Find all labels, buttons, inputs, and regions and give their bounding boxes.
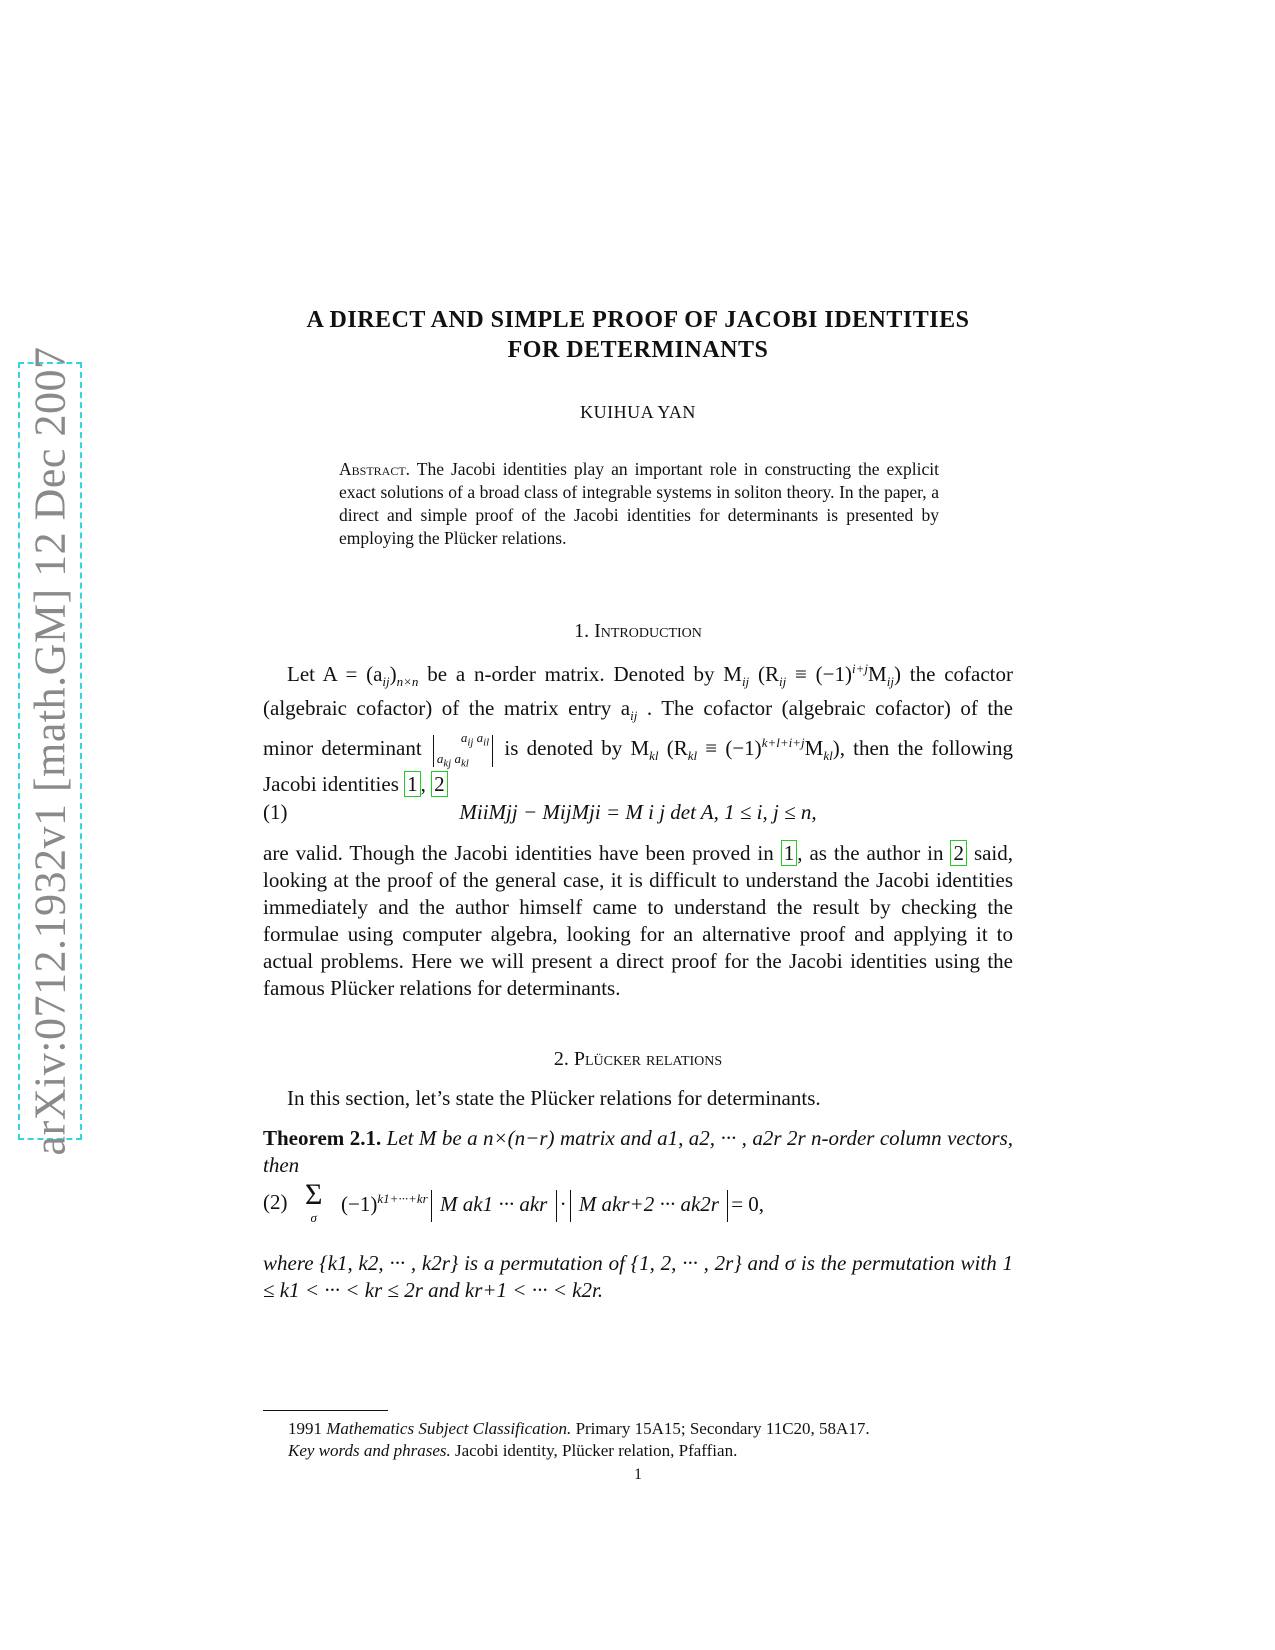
product-dot: · <box>559 1191 567 1216</box>
determinant-bar <box>492 735 493 767</box>
equals-zero: = 0, <box>731 1191 765 1216</box>
text-run: (R <box>757 662 779 686</box>
arxiv-id: arXiv:0712.1932v1 [math.GM] 12 Dec 2007 <box>25 346 75 1156</box>
citation-1-again[interactable]: 1 <box>781 840 798 866</box>
determinant-2: M akr+2 ··· ak2r <box>578 1191 719 1216</box>
msc-label: Mathematics Subject Classification. <box>326 1419 572 1438</box>
section-2-number: 2. <box>553 1048 569 1070</box>
title-line-1: A DIRECT AND SIMPLE PROOF OF JACOBI IDENTITIES <box>306 307 970 333</box>
section-2-intro: In this section, let’s state the Plücker relations for determinants. <box>287 1086 821 1110</box>
sum-symbol: Σ <box>305 1178 323 1211</box>
determinant-bar <box>570 1190 571 1222</box>
intro-paragraph-2 <box>263 840 1013 1002</box>
determinant-bar <box>433 735 434 767</box>
equation-2 <box>263 1178 1013 1240</box>
equation-1-body: MiiMjj − MijMji = M i j det A, 1 ≤ i, j ≤ n, <box>459 800 817 824</box>
section-1-title: Introduction <box>594 620 702 642</box>
page-number: 1 <box>634 1466 642 1483</box>
text-run: (R <box>666 736 688 761</box>
section-1-heading <box>258 620 1018 643</box>
minor-matrix: $a_{ij}$ $a_{il}$ $a_{kj}$ $a_{kl}$ <box>436 729 490 770</box>
text-run: ≡ (−1) <box>786 662 853 686</box>
determinant-1: M ak1 ··· akr <box>440 1191 548 1216</box>
sign-term: (−1) <box>341 1191 378 1216</box>
section-2-title: Plücker relations <box>573 1048 723 1070</box>
section-1-number: 1. <box>574 620 590 642</box>
text-run: . The cofactor (algebraic cofactor) of the minor determinant <box>263 696 1013 761</box>
citation-1[interactable]: 1 <box>404 771 421 797</box>
msc-text: Primary 15A15; Secondary 11C20, 58A17. <box>575 1419 870 1438</box>
text-run: ≡ (−1) <box>697 736 762 761</box>
text-run: M <box>868 662 887 686</box>
keywords-label: Key words and phrases. <box>288 1441 451 1460</box>
theorem-where-clause: where {k1, k2, ··· , k2r} is a permutation of {1, 2, ··· , 2r} and σ is the permutation with 1 ≤ k1 < ··· < kr ≤ 2r and kr+1 < ··· < k2r. <box>263 1251 1013 1302</box>
section-2-heading <box>258 1048 1018 1071</box>
citation-2[interactable]: 2 <box>431 771 448 797</box>
text-run: be a n-order matrix. Denoted by M <box>418 662 742 686</box>
text-run: said, looking at the proof of the general case, it is difficult to understand the Jacobi identities immediately and the author himself came to understand the result by checking the formulae using computer algebra, looking for an alternative proof and applying it to actual problems. Here we will present a direct proof for the Jacobi identities using the famous Plücker relations for determinants. <box>263 841 1014 1000</box>
author-name: KUIHUA YAN <box>580 402 696 422</box>
equation-2-terms <box>341 1190 764 1222</box>
summation <box>305 1180 322 1226</box>
citation-2-again[interactable]: 2 <box>950 840 967 866</box>
sum-index: σ <box>310 1210 317 1225</box>
theorem-label: Theorem 2.1. <box>263 1126 382 1150</box>
text-run: ) the cofactor (algebraic cofactor) of the matrix entry a <box>263 662 1013 721</box>
intro-paragraph-1: Let $A = (a_{ij})_{n\times n}$ be a n-order matrix. Denoted by $M_{ij}$ $(R_{ij} \equiv (-1)^{i+j}M_{ij})$ the cofactor (algebraic cofactor) of the matrix entry $a_{ij}$ . The cofactor (algebraic cofactor) of the minor determinant $a_{ij}$ $a_{il}$ $a_{kj}$ $a_{kl}$ is denoted by $M_{kl}$ $(R_{kl} \equiv (-1)^{k+l+i+j}M_{kl})$, then the following Jacobi identities 1 , 2 <box>263 661 1014 797</box>
paper-title <box>258 305 1018 365</box>
theorem-2-1 <box>263 1125 1013 1179</box>
determinant-bar <box>727 1190 728 1222</box>
theorem-statement: Let M be a n×(n−r) matrix and a1, a2, ··· , a2r 2r n-order column vectors, then <box>263 1126 1014 1177</box>
sign-exponent: k1+···+kr <box>377 1190 428 1206</box>
arxiv-stamp <box>18 346 82 1156</box>
text-run: , as the author in <box>797 841 944 865</box>
abstract <box>339 458 939 550</box>
equation-2-label: (2) <box>263 1190 288 1214</box>
msc-year: 1991 <box>288 1419 322 1438</box>
footnote-keywords <box>288 1440 1028 1462</box>
text-run: Let A = (a <box>287 662 383 686</box>
text-run: is denoted by M <box>504 736 650 761</box>
keywords-text: Jacobi identity, Plücker relation, Pfaffian. <box>455 1441 738 1460</box>
abstract-text: The Jacobi identities play an important role in constructing the explicit exact solutions of a broad class of integrable systems in soliton theory. In the paper, a direct and simple proof of the Jacobi identities for determinants is presented by employing the Plücker relations. <box>339 459 939 548</box>
text-run: ) <box>389 662 397 686</box>
text-run: are valid. Though the Jacobi identities have been proved in <box>263 841 774 865</box>
equation-1-label: (1) <box>263 800 288 824</box>
title-line-2: FOR DETERMINANTS <box>507 337 769 363</box>
footnote-rule <box>263 1410 388 1411</box>
determinant-bar <box>431 1190 432 1222</box>
text-run: M <box>804 736 824 761</box>
determinant-bar <box>556 1190 557 1222</box>
abstract-label: Abstract. <box>339 459 411 479</box>
text-run: ), then the following Jacobi identities <box>263 736 1014 797</box>
footnote-msc <box>288 1418 1028 1440</box>
